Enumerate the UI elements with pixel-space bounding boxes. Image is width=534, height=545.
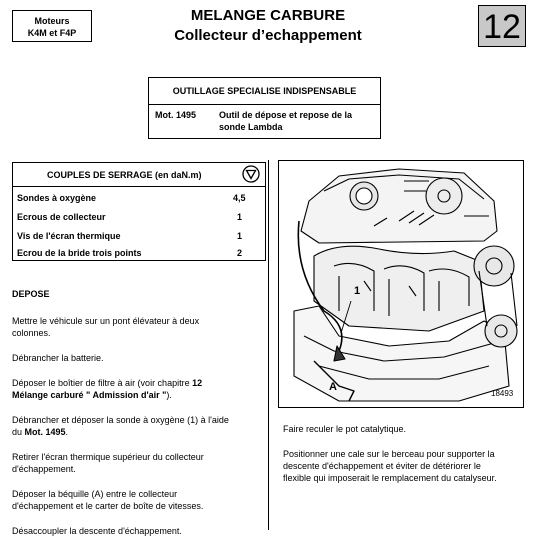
torque-row-label: Sondes à oxygène [17, 193, 97, 203]
torque-heading-row [13, 163, 265, 187]
right-column-text [283, 423, 528, 484]
page-title-line1: MELANGE CARBURE [190, 7, 346, 24]
torque-row-value: 1 [237, 212, 243, 222]
depose-paragraph [12, 315, 264, 339]
right-paragraph [283, 448, 528, 484]
right-p2-line2: descente d'échappement et éviter de détériorer le [283, 461, 481, 471]
depose-p1-line2: colonnes. [12, 328, 51, 338]
depose-p4-end: . [65, 427, 69, 437]
depose-paragraph [12, 377, 264, 401]
right-p2-line3: flexible qui imposerait le remplacement du catalyseur. [283, 473, 497, 483]
engine-model-line1: Moteurs [34, 16, 70, 26]
page-title [150, 6, 386, 46]
torque-heading: COUPLES DE SERRAGE (en daN.m) [47, 170, 202, 180]
depose-p3-chapter: 12 [192, 378, 203, 388]
torque-row [17, 211, 261, 223]
depose-paragraph [12, 352, 264, 364]
depose-p1-line1: Mettre le véhicule sur un pont élévateur à deux [12, 316, 200, 326]
depose-p4-line1: Débrancher et déposer la sonde à oxygène (1) à l'aide [12, 415, 229, 425]
torque-row [17, 192, 261, 204]
figure-label-a: A [329, 381, 337, 393]
depose-p5-line1: Retirer l'écran thermique supérieur du collecteur [12, 452, 204, 462]
figure-reference: 18493 [491, 389, 514, 398]
engine-illustration [279, 161, 523, 407]
section-number-box [478, 5, 526, 47]
depose-p4-tool: Mot. 1495 [24, 427, 66, 437]
tooling-table [148, 77, 381, 139]
tooling-description [219, 109, 379, 133]
depose-heading: DEPOSE [12, 289, 50, 299]
tooling-ref: Mot. 1495 [155, 110, 197, 120]
engine-figure [278, 160, 524, 408]
torque-row-label: Vis de l'écran thermique [17, 231, 121, 241]
torque-row-label: Ecrou de la bride trois points [17, 248, 142, 258]
column-divider [268, 160, 269, 530]
depose-paragraph [12, 414, 264, 438]
torque-row [17, 247, 261, 259]
torque-row [17, 230, 261, 242]
torque-row-value: 4,5 [233, 193, 246, 203]
torque-row-value: 1 [237, 231, 243, 241]
tooling-description-line1: Outil de dépose et repose de la [219, 110, 353, 120]
right-p1: Faire reculer le pot catalytique. [283, 424, 407, 434]
depose-p5-line2: d'échappement. [12, 464, 76, 474]
tooling-description-line2: sonde Lambda [219, 122, 283, 132]
depose-paragraph [12, 525, 264, 537]
depose-p4-pre: du [12, 427, 25, 437]
page-title-line2: Collecteur d’echappement [174, 27, 362, 44]
torque-row-label: Ecrous de collecteur [17, 212, 106, 222]
depose-p6-line1: Déposer la béquille (A) entre le collecteur [12, 489, 178, 499]
torque-row-value: 2 [237, 248, 243, 258]
depose-p7: Désaccoupler la descente d'échappement. [12, 526, 182, 536]
tooling-heading: OUTILLAGE SPECIALISE INDISPENSABLE [149, 78, 380, 105]
section-number: 12 [483, 8, 521, 46]
engine-model-line2: K4M et F4P [27, 28, 77, 38]
depose-paragraph [12, 488, 264, 512]
depose-section [12, 288, 264, 537]
depose-p3-end: ). [166, 390, 172, 400]
right-p2-line1: Positionner une cale sur le berceau pour supporter la [283, 449, 495, 459]
engine-model-box [12, 10, 92, 42]
depose-paragraph [12, 451, 264, 475]
depose-p2: Débrancher la batterie. [12, 353, 104, 363]
torque-wrench-icon [242, 165, 260, 183]
torque-table [12, 162, 266, 261]
figure-label-1: 1 [354, 285, 361, 297]
depose-p6-line2: d'échappement et le carter de boîte de vitesses. [12, 501, 204, 511]
depose-p3-line1: Déposer le boîtier de filtre à air (voir chapitre [12, 378, 193, 388]
depose-p3-chapter-title: Mélange carburé " Admission d'air " [12, 390, 167, 400]
